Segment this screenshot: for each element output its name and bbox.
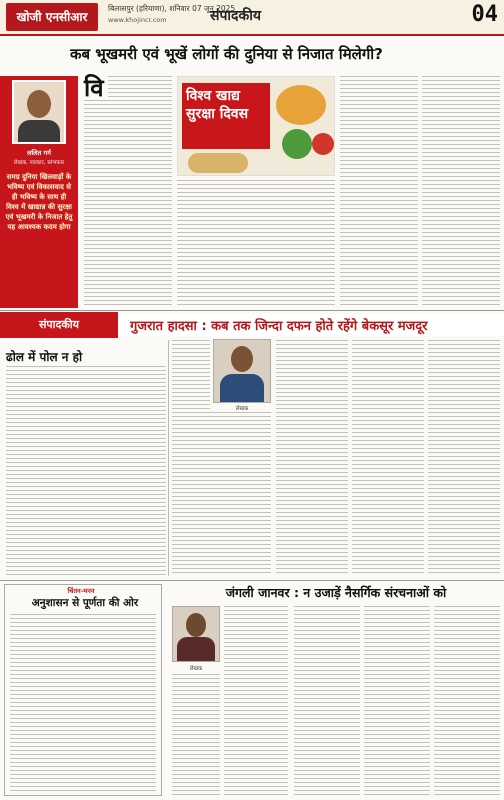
chintan-text — [10, 614, 156, 792]
chintan-title: अनुशासन से पूर्णता की ओर — [31, 597, 139, 609]
writer-photo-caption: लेखक — [235, 406, 249, 412]
editorial-tag: संपादकीय — [0, 312, 118, 338]
third-headline: जंगली जानवर : न उजाड़ें नैसर्गिक संरचनाओं को — [225, 585, 447, 600]
author-role: लेखक, पत्रकार, स्तंभकार — [13, 160, 65, 166]
pull-quote: समग्र दुनिया खिलवाड़ों के भविष्य एवं विकासवाद से ही भविष्य के साथ ही विश्व में खाद्यान्न की सुरक्षा एवं भूखमरी के निजात हेतु यह आवश्यक कदम होगा — [5, 173, 73, 231]
third-text-col-4 — [434, 606, 500, 796]
food-bowl-icon — [276, 85, 326, 125]
writer-photo — [213, 339, 271, 403]
lead-text-col-1 — [84, 100, 172, 308]
vegetable-icon — [282, 129, 312, 159]
drop-cap: वि — [84, 74, 104, 102]
column-divider — [168, 340, 169, 576]
second-text-col-4 — [428, 340, 500, 576]
author-sidebar — [0, 76, 78, 308]
editorial-text — [6, 366, 166, 576]
author-photo — [12, 80, 66, 144]
fruit-icon — [312, 133, 334, 155]
lead-text-col-2 — [177, 180, 335, 308]
graphic-title: विश्व खाद्य सुरक्षा दिवस — [182, 83, 270, 149]
newspaper-brand: खोजी एनसीआर — [6, 3, 98, 31]
third-photo-caption: लेखक — [189, 666, 203, 672]
second-text-col-3 — [352, 340, 424, 576]
lead-text-col-4 — [422, 76, 500, 308]
third-text-col-3 — [364, 606, 430, 796]
issue-date: बिलासपुर (हरियाणा), शनिवार 07 जून 2025 — [108, 4, 236, 13]
page-header — [0, 0, 504, 36]
author-name: ललित गर्ग — [27, 149, 51, 157]
grain-icon — [188, 153, 248, 173]
page-number: 04 — [471, 2, 498, 27]
section-title: संपादकीय — [210, 8, 261, 24]
editorial-subhead: ढोल में पोल न हो — [6, 350, 83, 364]
divider — [0, 580, 504, 581]
second-text-col-2 — [276, 340, 348, 576]
food-security-graphic — [177, 76, 335, 176]
lead-text-col-3 — [340, 76, 418, 308]
third-text-col-2 — [294, 606, 360, 796]
third-writer-photo — [172, 606, 220, 662]
chintan-tag: चिंतन-मनन — [67, 587, 95, 595]
third-text-col-1b — [172, 674, 220, 796]
lead-text-col-1b — [108, 76, 172, 100]
divider — [0, 310, 504, 311]
issue-subline: www.khojincr.com — [108, 16, 167, 24]
third-text-col-1 — [224, 606, 288, 796]
second-headline: गुजरात हादसा : कब तक जिन्दा दफन होते रहेंगे बेकसूर मजदूर — [130, 319, 428, 334]
lead-headline: कब भूखमरी एवं भूखें लोगों की दुनिया से निजात मिलेगी? — [70, 45, 383, 63]
second-text-col-1b — [172, 412, 271, 576]
second-text-col-1 — [172, 340, 210, 410]
